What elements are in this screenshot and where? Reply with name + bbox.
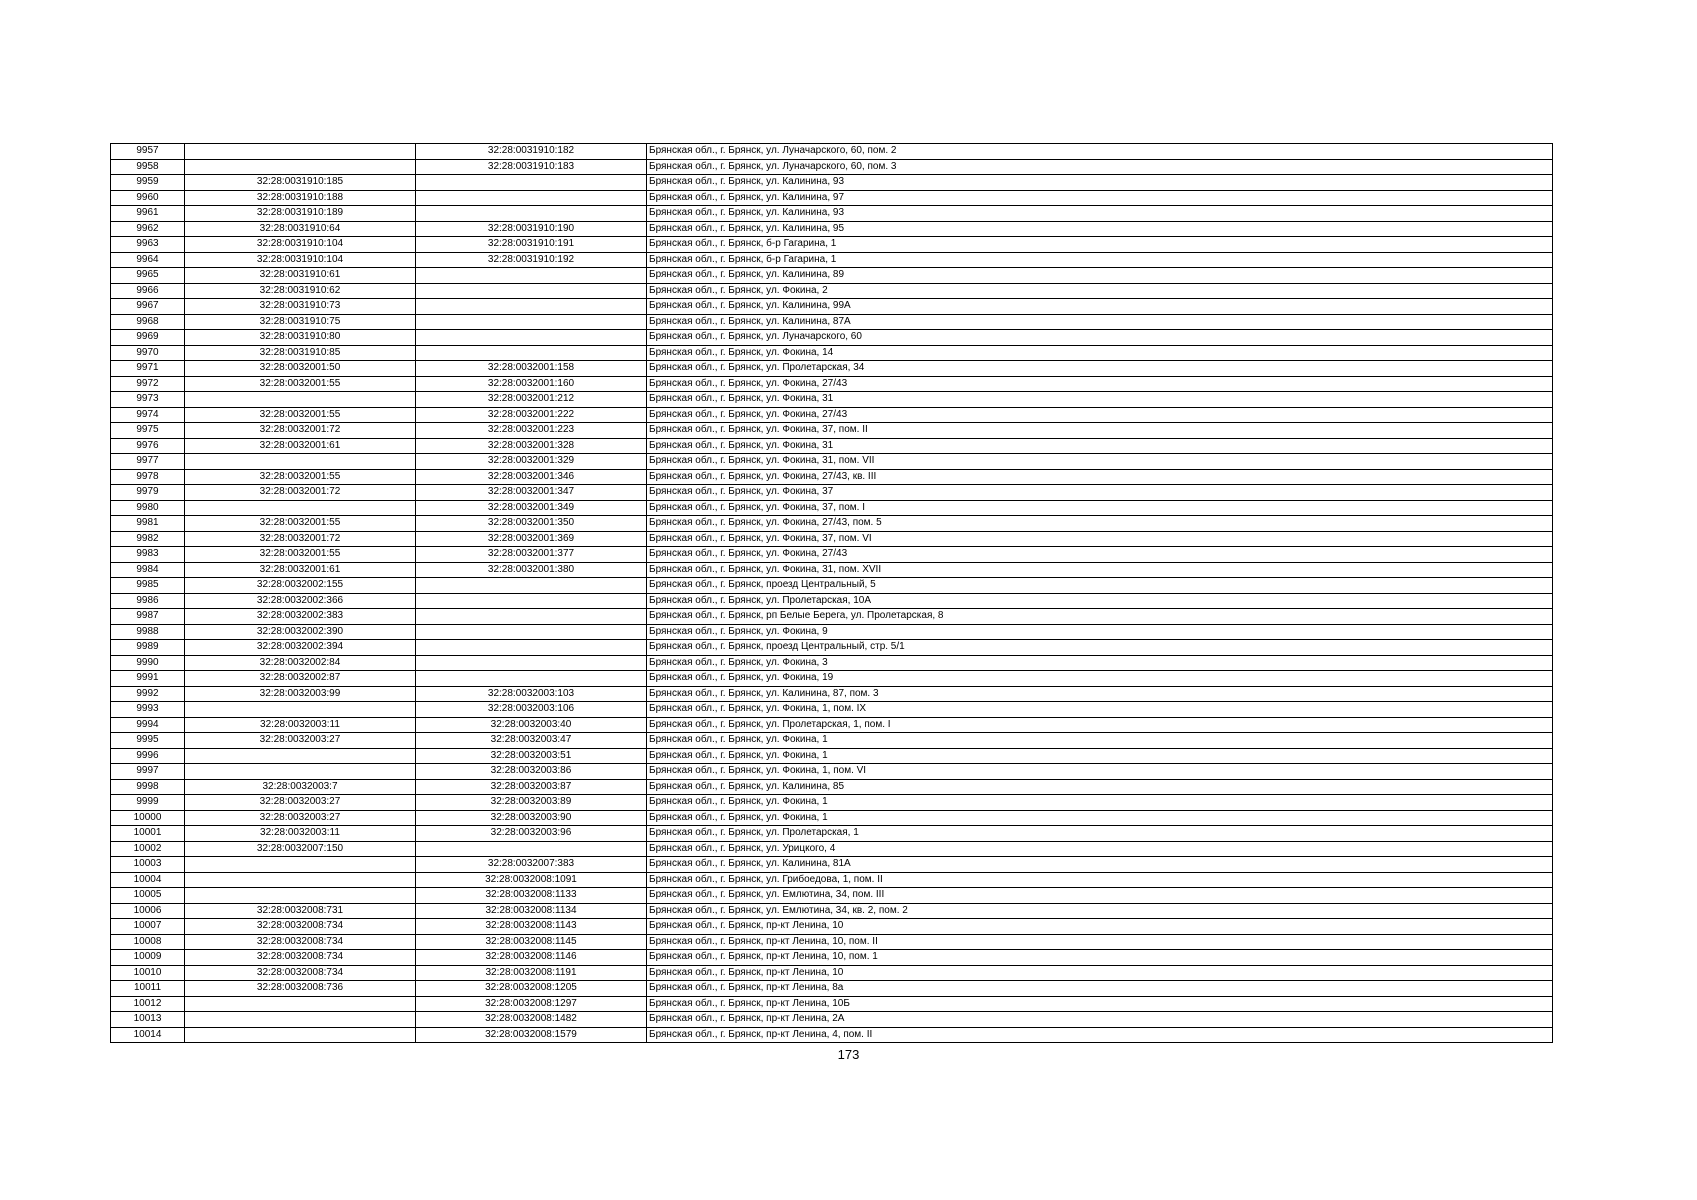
premises-cadastral-number-cell: 32:28:0032001:222 bbox=[416, 407, 647, 423]
address-cell: Брянская обл., г. Брянск, ул. Фокина, 1 bbox=[647, 733, 1553, 749]
table-row bbox=[111, 888, 1553, 904]
premises-cadastral-number-cell: 32:28:0032008:1145 bbox=[416, 934, 647, 950]
table-row bbox=[111, 686, 1553, 702]
row-number-cell: 9971 bbox=[111, 361, 185, 377]
address-cell: Брянская обл., г. Брянск, ул. Фокина, 37, пом. I bbox=[647, 500, 1553, 516]
address-cell: Брянская обл., г. Брянск, ул. Калинина, 93 bbox=[647, 206, 1553, 222]
address-cell: Брянская обл., г. Брянск, ул. Фокина, 37, пом. VI bbox=[647, 531, 1553, 547]
table-row bbox=[111, 934, 1553, 950]
cadastral-number-cell: 32:28:0032003:11 bbox=[185, 717, 416, 733]
premises-cadastral-number-cell: 32:28:0032003:40 bbox=[416, 717, 647, 733]
premises-cadastral-number-cell: 32:28:0031910:182 bbox=[416, 144, 647, 160]
cadastral-number-cell: 32:28:0032002:87 bbox=[185, 671, 416, 687]
address-cell: Брянская обл., г. Брянск, ул. Луначарского, 60 bbox=[647, 330, 1553, 346]
premises-cadastral-number-cell: 32:28:0032008:1297 bbox=[416, 996, 647, 1012]
row-number-cell: 10005 bbox=[111, 888, 185, 904]
table-row bbox=[111, 345, 1553, 361]
address-cell: Брянская обл., г. Брянск, ул. Емлютина, 34, кв. 2, пом. 2 bbox=[647, 903, 1553, 919]
cadastral-number-cell: 32:28:0032008:734 bbox=[185, 919, 416, 935]
premises-cadastral-number-cell: 32:28:0032001:380 bbox=[416, 562, 647, 578]
table-row bbox=[111, 981, 1553, 997]
table-row bbox=[111, 733, 1553, 749]
row-number-cell: 9960 bbox=[111, 190, 185, 206]
row-number-cell: 9963 bbox=[111, 237, 185, 253]
row-number-cell: 9999 bbox=[111, 795, 185, 811]
cadastral-number-cell: 32:28:0032001:61 bbox=[185, 562, 416, 578]
cadastral-number-cell: 32:28:0032008:734 bbox=[185, 934, 416, 950]
address-cell: Брянская обл., г. Брянск, пр-кт Ленина, 10, пом. II bbox=[647, 934, 1553, 950]
cadastral-number-cell bbox=[185, 454, 416, 470]
address-cell: Брянская обл., г. Брянск, ул. Фокина, 1 bbox=[647, 748, 1553, 764]
row-number-cell: 10013 bbox=[111, 1012, 185, 1028]
premises-cadastral-number-cell bbox=[416, 190, 647, 206]
address-cell: Брянская обл., г. Брянск, проезд Центральный, 5 bbox=[647, 578, 1553, 594]
address-cell: Брянская обл., г. Брянск, ул. Фокина, 37, пом. II bbox=[647, 423, 1553, 439]
row-number-cell: 9988 bbox=[111, 624, 185, 640]
premises-cadastral-number-cell: 32:28:0032001:349 bbox=[416, 500, 647, 516]
cadastral-number-cell: 32:28:0032008:734 bbox=[185, 965, 416, 981]
address-cell: Брянская обл., г. Брянск, проезд Центральный, стр. 5/1 bbox=[647, 640, 1553, 656]
premises-cadastral-number-cell bbox=[416, 578, 647, 594]
address-cell: Брянская обл., г. Брянск, ул. Луначарского, 60, пом. 2 bbox=[647, 144, 1553, 160]
address-cell: Брянская обл., г. Брянск, ул. Фокина, 31, пом. VII bbox=[647, 454, 1553, 470]
table-row bbox=[111, 330, 1553, 346]
row-number-cell: 10009 bbox=[111, 950, 185, 966]
row-number-cell: 9966 bbox=[111, 283, 185, 299]
cadastral-number-cell: 32:28:0032001:55 bbox=[185, 469, 416, 485]
row-number-cell: 9980 bbox=[111, 500, 185, 516]
premises-cadastral-number-cell: 32:28:0032008:1143 bbox=[416, 919, 647, 935]
row-number-cell: 9962 bbox=[111, 221, 185, 237]
table-row bbox=[111, 810, 1553, 826]
cadastral-number-cell: 32:28:0032008:731 bbox=[185, 903, 416, 919]
table-row bbox=[111, 376, 1553, 392]
row-number-cell: 10010 bbox=[111, 965, 185, 981]
table-row bbox=[111, 454, 1553, 470]
premises-cadastral-number-cell: 32:28:0032001:369 bbox=[416, 531, 647, 547]
table-row bbox=[111, 175, 1553, 191]
page-number: 173 bbox=[837, 1047, 860, 1062]
table-row bbox=[111, 826, 1553, 842]
table-row bbox=[111, 423, 1553, 439]
row-number-cell: 9982 bbox=[111, 531, 185, 547]
cadastral-number-cell: 32:28:0032002:155 bbox=[185, 578, 416, 594]
row-number-cell: 9970 bbox=[111, 345, 185, 361]
address-cell: Брянская обл., г. Брянск, ул. Фокина, 14 bbox=[647, 345, 1553, 361]
cadastral-number-cell: 32:28:0032003:27 bbox=[185, 733, 416, 749]
premises-cadastral-number-cell: 32:28:0032008:1091 bbox=[416, 872, 647, 888]
premises-cadastral-number-cell: 32:28:0032003:96 bbox=[416, 826, 647, 842]
cadastral-number-cell bbox=[185, 748, 416, 764]
address-cell: Брянская обл., г. Брянск, пр-кт Ленина, 10, пом. 1 bbox=[647, 950, 1553, 966]
address-cell: Брянская обл., г. Брянск, ул. Фокина, 31, пом. XVII bbox=[647, 562, 1553, 578]
row-number-cell: 9957 bbox=[111, 144, 185, 160]
cadastral-number-cell: 32:28:0032001:72 bbox=[185, 531, 416, 547]
table-row bbox=[111, 593, 1553, 609]
premises-cadastral-number-cell bbox=[416, 206, 647, 222]
premises-cadastral-number-cell: 32:28:0031910:183 bbox=[416, 159, 647, 175]
table-row bbox=[111, 996, 1553, 1012]
premises-cadastral-number-cell: 32:28:0032001:158 bbox=[416, 361, 647, 377]
address-cell: Брянская обл., г. Брянск, пр-кт Ленина, 10 bbox=[647, 919, 1553, 935]
registry-table bbox=[110, 143, 1553, 1043]
premises-cadastral-number-cell bbox=[416, 268, 647, 284]
premises-cadastral-number-cell bbox=[416, 640, 647, 656]
address-cell: Брянская обл., г. Брянск, ул. Фокина, 27/43 bbox=[647, 547, 1553, 563]
address-cell: Брянская обл., г. Брянск, ул. Фокина, 3 bbox=[647, 655, 1553, 671]
row-number-cell: 9979 bbox=[111, 485, 185, 501]
cadastral-number-cell bbox=[185, 500, 416, 516]
row-number-cell: 9973 bbox=[111, 392, 185, 408]
table-row bbox=[111, 206, 1553, 222]
row-number-cell: 9993 bbox=[111, 702, 185, 718]
table-row bbox=[111, 965, 1553, 981]
premises-cadastral-number-cell: 32:28:0032003:106 bbox=[416, 702, 647, 718]
address-cell: Брянская обл., г. Брянск, б-р Гагарина, 1 bbox=[647, 252, 1553, 268]
cadastral-number-cell: 32:28:0032001:61 bbox=[185, 438, 416, 454]
row-number-cell: 10003 bbox=[111, 857, 185, 873]
premises-cadastral-number-cell: 32:28:0032001:223 bbox=[416, 423, 647, 439]
cadastral-number-cell bbox=[185, 872, 416, 888]
table-row bbox=[111, 268, 1553, 284]
premises-cadastral-number-cell: 32:28:0032003:89 bbox=[416, 795, 647, 811]
cadastral-number-cell: 32:28:0032002:366 bbox=[185, 593, 416, 609]
cadastral-number-cell: 32:28:0031910:104 bbox=[185, 237, 416, 253]
premises-cadastral-number-cell: 32:28:0032001:377 bbox=[416, 547, 647, 563]
premises-cadastral-number-cell: 32:28:0032008:1191 bbox=[416, 965, 647, 981]
cadastral-number-cell bbox=[185, 888, 416, 904]
address-cell: Брянская обл., г. Брянск, ул. Калинина, 87А bbox=[647, 314, 1553, 330]
address-cell: Брянская обл., г. Брянск, ул. Фокина, 31 bbox=[647, 438, 1553, 454]
cadastral-number-cell: 32:28:0031910:185 bbox=[185, 175, 416, 191]
table-row bbox=[111, 795, 1553, 811]
row-number-cell: 9987 bbox=[111, 609, 185, 625]
premises-cadastral-number-cell bbox=[416, 314, 647, 330]
cadastral-number-cell: 32:28:0032008:736 bbox=[185, 981, 416, 997]
row-number-cell: 9965 bbox=[111, 268, 185, 284]
cadastral-number-cell: 32:28:0032001:72 bbox=[185, 423, 416, 439]
row-number-cell: 9989 bbox=[111, 640, 185, 656]
address-cell: Брянская обл., г. Брянск, ул. Луначарского, 60, пом. 3 bbox=[647, 159, 1553, 175]
cadastral-number-cell bbox=[185, 857, 416, 873]
row-number-cell: 9975 bbox=[111, 423, 185, 439]
table-row bbox=[111, 500, 1553, 516]
premises-cadastral-number-cell: 32:28:0032001:160 bbox=[416, 376, 647, 392]
table-row bbox=[111, 531, 1553, 547]
table-row bbox=[111, 624, 1553, 640]
row-number-cell: 9995 bbox=[111, 733, 185, 749]
table-row bbox=[111, 764, 1553, 780]
cadastral-number-cell: 32:28:0032001:55 bbox=[185, 547, 416, 563]
cadastral-number-cell bbox=[185, 764, 416, 780]
table-row bbox=[111, 562, 1553, 578]
table-row bbox=[111, 1027, 1553, 1043]
row-number-cell: 9969 bbox=[111, 330, 185, 346]
premises-cadastral-number-cell: 32:28:0031910:192 bbox=[416, 252, 647, 268]
address-cell: Брянская обл., г. Брянск, ул. Фокина, 27/43, пом. 5 bbox=[647, 516, 1553, 532]
address-cell: Брянская обл., г. Брянск, ул. Фокина, 2 bbox=[647, 283, 1553, 299]
cadastral-number-cell: 32:28:0031910:188 bbox=[185, 190, 416, 206]
table-row bbox=[111, 299, 1553, 315]
cadastral-number-cell: 32:28:0031910:80 bbox=[185, 330, 416, 346]
address-cell: Брянская обл., г. Брянск, ул. Урицкого, 4 bbox=[647, 841, 1553, 857]
cadastral-number-cell: 32:28:0031910:85 bbox=[185, 345, 416, 361]
row-number-cell: 9972 bbox=[111, 376, 185, 392]
table-row bbox=[111, 655, 1553, 671]
premises-cadastral-number-cell: 32:28:0032001:350 bbox=[416, 516, 647, 532]
premises-cadastral-number-cell: 32:28:0032003:51 bbox=[416, 748, 647, 764]
premises-cadastral-number-cell: 32:28:0032001:212 bbox=[416, 392, 647, 408]
address-cell: Брянская обл., г. Брянск, ул. Фокина, 31 bbox=[647, 392, 1553, 408]
registry-sheet bbox=[110, 143, 1552, 1043]
address-cell: Брянская обл., г. Брянск, ул. Калинина, 99А bbox=[647, 299, 1553, 315]
address-cell: Брянская обл., г. Брянск, ул. Фокина, 27/43 bbox=[647, 407, 1553, 423]
table-row bbox=[111, 717, 1553, 733]
premises-cadastral-number-cell bbox=[416, 345, 647, 361]
table-row bbox=[111, 190, 1553, 206]
cadastral-number-cell: 32:28:0031910:62 bbox=[185, 283, 416, 299]
premises-cadastral-number-cell: 32:28:0032008:1579 bbox=[416, 1027, 647, 1043]
table-row bbox=[111, 748, 1553, 764]
address-cell: Брянская обл., г. Брянск, ул. Калинина, 89 bbox=[647, 268, 1553, 284]
table-row bbox=[111, 283, 1553, 299]
premises-cadastral-number-cell: 32:28:0032008:1134 bbox=[416, 903, 647, 919]
cadastral-number-cell: 32:28:0031910:73 bbox=[185, 299, 416, 315]
address-cell: Брянская обл., г. Брянск, ул. Фокина, 27/43, кв. III bbox=[647, 469, 1553, 485]
row-number-cell: 9996 bbox=[111, 748, 185, 764]
cadastral-number-cell: 32:28:0032003:99 bbox=[185, 686, 416, 702]
row-number-cell: 9961 bbox=[111, 206, 185, 222]
cadastral-number-cell bbox=[185, 702, 416, 718]
row-number-cell: 10001 bbox=[111, 826, 185, 842]
cadastral-number-cell: 32:28:0032001:72 bbox=[185, 485, 416, 501]
row-number-cell: 10012 bbox=[111, 996, 185, 1012]
table-row bbox=[111, 702, 1553, 718]
table-row bbox=[111, 159, 1553, 175]
address-cell: Брянская обл., г. Брянск, рп Белые Берега, ул. Пролетарская, 8 bbox=[647, 609, 1553, 625]
row-number-cell: 9983 bbox=[111, 547, 185, 563]
row-number-cell: 9968 bbox=[111, 314, 185, 330]
address-cell: Брянская обл., г. Брянск, пр-кт Ленина, 10 bbox=[647, 965, 1553, 981]
address-cell: Брянская обл., г. Брянск, ул. Фокина, 9 bbox=[647, 624, 1553, 640]
cadastral-number-cell: 32:28:0031910:104 bbox=[185, 252, 416, 268]
cadastral-number-cell: 32:28:0031910:189 bbox=[185, 206, 416, 222]
premises-cadastral-number-cell: 32:28:0032008:1205 bbox=[416, 981, 647, 997]
table-row bbox=[111, 547, 1553, 563]
address-cell: Брянская обл., г. Брянск, пр-кт Ленина, 2А bbox=[647, 1012, 1553, 1028]
table-row bbox=[111, 919, 1553, 935]
table-row bbox=[111, 407, 1553, 423]
premises-cadastral-number-cell bbox=[416, 283, 647, 299]
row-number-cell: 10011 bbox=[111, 981, 185, 997]
premises-cadastral-number-cell: 32:28:0032003:87 bbox=[416, 779, 647, 795]
address-cell: Брянская обл., г. Брянск, ул. Фокина, 1 bbox=[647, 795, 1553, 811]
address-cell: Брянская обл., г. Брянск, пр-кт Ленина, 10Б bbox=[647, 996, 1553, 1012]
address-cell: Брянская обл., г. Брянск, пр-кт Ленина, 8а bbox=[647, 981, 1553, 997]
row-number-cell: 9974 bbox=[111, 407, 185, 423]
premises-cadastral-number-cell: 32:28:0032008:1482 bbox=[416, 1012, 647, 1028]
row-number-cell: 9978 bbox=[111, 469, 185, 485]
address-cell: Брянская обл., г. Брянск, ул. Фокина, 19 bbox=[647, 671, 1553, 687]
premises-cadastral-number-cell: 32:28:0032003:47 bbox=[416, 733, 647, 749]
row-number-cell: 10000 bbox=[111, 810, 185, 826]
cadastral-number-cell bbox=[185, 1012, 416, 1028]
premises-cadastral-number-cell: 32:28:0032001:346 bbox=[416, 469, 647, 485]
table-row bbox=[111, 438, 1553, 454]
address-cell: Брянская обл., г. Брянск, ул. Фокина, 1, пом. IX bbox=[647, 702, 1553, 718]
table-row bbox=[111, 609, 1553, 625]
cadastral-number-cell bbox=[185, 1027, 416, 1043]
cadastral-number-cell bbox=[185, 144, 416, 160]
cadastral-number-cell: 32:28:0032002:390 bbox=[185, 624, 416, 640]
address-cell: Брянская обл., г. Брянск, ул. Фокина, 1 bbox=[647, 810, 1553, 826]
cadastral-number-cell bbox=[185, 159, 416, 175]
cadastral-number-cell: 32:28:0032001:50 bbox=[185, 361, 416, 377]
premises-cadastral-number-cell: 32:28:0032003:86 bbox=[416, 764, 647, 780]
table-row bbox=[111, 314, 1553, 330]
premises-cadastral-number-cell bbox=[416, 624, 647, 640]
table-row bbox=[111, 578, 1553, 594]
row-number-cell: 9977 bbox=[111, 454, 185, 470]
cadastral-number-cell bbox=[185, 996, 416, 1012]
table-row bbox=[111, 469, 1553, 485]
address-cell: Брянская обл., г. Брянск, ул. Калинина, 97 bbox=[647, 190, 1553, 206]
address-cell: Брянская обл., г. Брянск, ул. Пролетарская, 1, пом. I bbox=[647, 717, 1553, 733]
row-number-cell: 9984 bbox=[111, 562, 185, 578]
address-cell: Брянская обл., г. Брянск, ул. Пролетарская, 1 bbox=[647, 826, 1553, 842]
cadastral-number-cell: 32:28:0032002:383 bbox=[185, 609, 416, 625]
row-number-cell: 9991 bbox=[111, 671, 185, 687]
table-row bbox=[111, 903, 1553, 919]
premises-cadastral-number-cell bbox=[416, 330, 647, 346]
address-cell: Брянская обл., г. Брянск, ул. Калинина, 81А bbox=[647, 857, 1553, 873]
premises-cadastral-number-cell: 32:28:0032007:383 bbox=[416, 857, 647, 873]
table-row bbox=[111, 361, 1553, 377]
row-number-cell: 9986 bbox=[111, 593, 185, 609]
premises-cadastral-number-cell: 32:28:0032001:328 bbox=[416, 438, 647, 454]
row-number-cell: 10004 bbox=[111, 872, 185, 888]
address-cell: Брянская обл., г. Брянск, ул. Фокина, 27/43 bbox=[647, 376, 1553, 392]
cadastral-number-cell: 32:28:0032001:55 bbox=[185, 407, 416, 423]
premises-cadastral-number-cell bbox=[416, 175, 647, 191]
table-row bbox=[111, 671, 1553, 687]
premises-cadastral-number-cell: 32:28:0032008:1133 bbox=[416, 888, 647, 904]
table-row bbox=[111, 872, 1553, 888]
row-number-cell: 9967 bbox=[111, 299, 185, 315]
table-row bbox=[111, 392, 1553, 408]
table-row bbox=[111, 252, 1553, 268]
row-number-cell: 9976 bbox=[111, 438, 185, 454]
table-row bbox=[111, 640, 1553, 656]
registry-table-body bbox=[111, 144, 1553, 1043]
address-cell: Брянская обл., г. Брянск, ул. Емлютина, 34, пом. III bbox=[647, 888, 1553, 904]
row-number-cell: 9994 bbox=[111, 717, 185, 733]
row-number-cell: 10008 bbox=[111, 934, 185, 950]
premises-cadastral-number-cell bbox=[416, 609, 647, 625]
cadastral-number-cell: 32:28:0032003:7 bbox=[185, 779, 416, 795]
row-number-cell: 10002 bbox=[111, 841, 185, 857]
table-row bbox=[111, 221, 1553, 237]
address-cell: Брянская обл., г. Брянск, ул. Калинина, 85 bbox=[647, 779, 1553, 795]
table-row bbox=[111, 237, 1553, 253]
row-number-cell: 9985 bbox=[111, 578, 185, 594]
row-number-cell: 10007 bbox=[111, 919, 185, 935]
premises-cadastral-number-cell: 32:28:0032001:347 bbox=[416, 485, 647, 501]
premises-cadastral-number-cell: 32:28:0032008:1146 bbox=[416, 950, 647, 966]
cadastral-number-cell bbox=[185, 392, 416, 408]
address-cell: Брянская обл., г. Брянск, ул. Калинина, 87, пом. 3 bbox=[647, 686, 1553, 702]
cadastral-number-cell: 32:28:0031910:64 bbox=[185, 221, 416, 237]
row-number-cell: 9981 bbox=[111, 516, 185, 532]
address-cell: Брянская обл., г. Брянск, ул. Пролетарская, 34 bbox=[647, 361, 1553, 377]
table-row bbox=[111, 1012, 1553, 1028]
premises-cadastral-number-cell: 32:28:0031910:191 bbox=[416, 237, 647, 253]
cadastral-number-cell: 32:28:0031910:75 bbox=[185, 314, 416, 330]
address-cell: Брянская обл., г. Брянск, ул. Пролетарская, 10А bbox=[647, 593, 1553, 609]
address-cell: Брянская обл., г. Брянск, ул. Калинина, 95 bbox=[647, 221, 1553, 237]
cadastral-number-cell: 32:28:0032003:11 bbox=[185, 826, 416, 842]
cadastral-number-cell: 32:28:0032008:734 bbox=[185, 950, 416, 966]
table-row bbox=[111, 144, 1553, 160]
cadastral-number-cell: 32:28:0032002:394 bbox=[185, 640, 416, 656]
row-number-cell: 10014 bbox=[111, 1027, 185, 1043]
premises-cadastral-number-cell: 32:28:0032001:329 bbox=[416, 454, 647, 470]
row-number-cell: 9958 bbox=[111, 159, 185, 175]
premises-cadastral-number-cell bbox=[416, 671, 647, 687]
table-row bbox=[111, 485, 1553, 501]
table-row bbox=[111, 516, 1553, 532]
premises-cadastral-number-cell bbox=[416, 593, 647, 609]
address-cell: Брянская обл., г. Брянск, ул. Грибоедова, 1, пом. II bbox=[647, 872, 1553, 888]
cadastral-number-cell: 32:28:0032003:27 bbox=[185, 810, 416, 826]
premises-cadastral-number-cell: 32:28:0032003:103 bbox=[416, 686, 647, 702]
address-cell: Брянская обл., г. Брянск, ул. Фокина, 1, пом. VI bbox=[647, 764, 1553, 780]
cadastral-number-cell: 32:28:0032001:55 bbox=[185, 516, 416, 532]
row-number-cell: 9964 bbox=[111, 252, 185, 268]
premises-cadastral-number-cell: 32:28:0031910:190 bbox=[416, 221, 647, 237]
row-number-cell: 10006 bbox=[111, 903, 185, 919]
premises-cadastral-number-cell bbox=[416, 299, 647, 315]
table-row bbox=[111, 857, 1553, 873]
cadastral-number-cell: 32:28:0032001:55 bbox=[185, 376, 416, 392]
row-number-cell: 9997 bbox=[111, 764, 185, 780]
cadastral-number-cell: 32:28:0032002:84 bbox=[185, 655, 416, 671]
row-number-cell: 9992 bbox=[111, 686, 185, 702]
row-number-cell: 9998 bbox=[111, 779, 185, 795]
cadastral-number-cell: 32:28:0032003:27 bbox=[185, 795, 416, 811]
address-cell: Брянская обл., г. Брянск, ул. Фокина, 37 bbox=[647, 485, 1553, 501]
cadastral-number-cell: 32:28:0032007:150 bbox=[185, 841, 416, 857]
premises-cadastral-number-cell bbox=[416, 841, 647, 857]
row-number-cell: 9959 bbox=[111, 175, 185, 191]
premises-cadastral-number-cell bbox=[416, 655, 647, 671]
address-cell: Брянская обл., г. Брянск, ул. Калинина, 93 bbox=[647, 175, 1553, 191]
cadastral-number-cell: 32:28:0031910:61 bbox=[185, 268, 416, 284]
address-cell: Брянская обл., г. Брянск, б-р Гагарина, 1 bbox=[647, 237, 1553, 253]
address-cell: Брянская обл., г. Брянск, пр-кт Ленина, 4, пом. II bbox=[647, 1027, 1553, 1043]
table-row bbox=[111, 779, 1553, 795]
table-row bbox=[111, 841, 1553, 857]
row-number-cell: 9990 bbox=[111, 655, 185, 671]
premises-cadastral-number-cell: 32:28:0032003:90 bbox=[416, 810, 647, 826]
table-row bbox=[111, 950, 1553, 966]
